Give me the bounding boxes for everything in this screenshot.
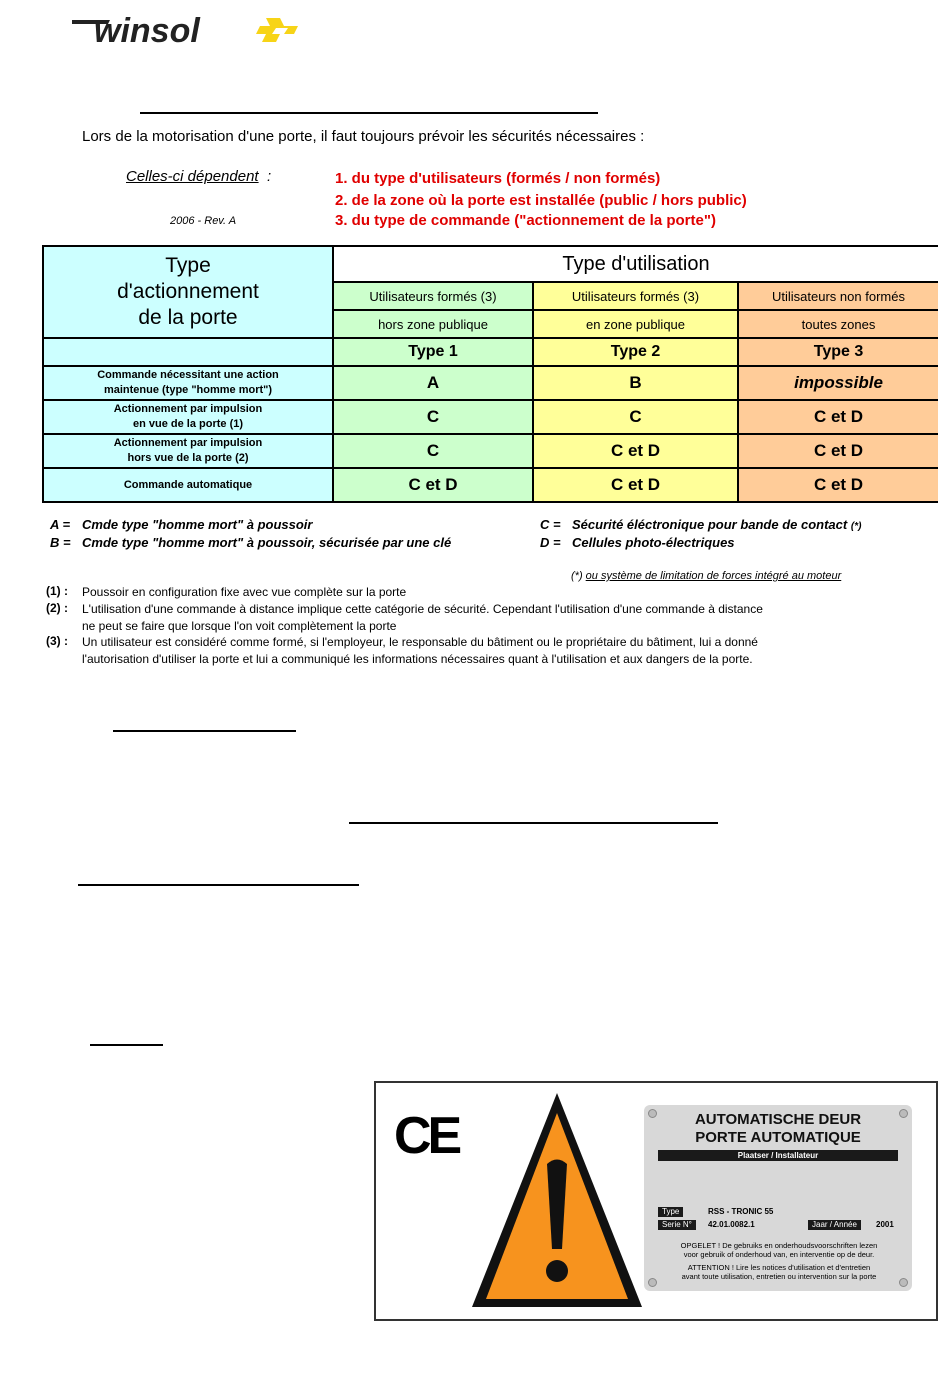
legend-c-key: C = xyxy=(540,517,561,532)
note-2 xyxy=(46,601,846,635)
row-3-type-1: C xyxy=(333,434,533,468)
legend-d-text: Cellules photo-électriques xyxy=(572,535,735,550)
row-2-type-3: C et D xyxy=(738,400,938,434)
corner-header-line-2: d'actionnement xyxy=(117,280,259,303)
section-rule-5 xyxy=(90,1044,163,1046)
row-4-label-line-1: Commande automatique xyxy=(123,478,253,491)
section-rule-3 xyxy=(349,822,718,824)
row-2-label-line-2: en vue de la porte (1) xyxy=(132,418,244,430)
section-rule-2 xyxy=(113,730,296,732)
legend-c-sup: (*) xyxy=(850,521,862,532)
row-2-type-1: C xyxy=(333,400,533,434)
depend-item-1: 1. du type d'utilisateurs (formés / non formés) xyxy=(335,170,661,187)
title-rule-1 xyxy=(140,112,598,114)
plate-warning-nl-1: OPGELET ! De gebruiks en onderhoudsvoorschriften lezen xyxy=(680,1241,878,1250)
logo-text: winsol xyxy=(94,12,200,50)
depend-label-text: Celles-ci dépendent xyxy=(126,168,259,185)
legend-a-key: A = xyxy=(50,517,71,532)
note-3-line-1: Un utilisateur est considéré comme formé, si l'employeur, le responsable du bâtiment ou le propriétaire du bâtiment, lui a donné xyxy=(82,635,758,649)
row-2-label xyxy=(43,400,333,434)
col-3-users: Utilisateurs non formés xyxy=(738,282,938,310)
plate-warning-fr-2: avant toute utilisation, entretien ou intervention sur la porte xyxy=(681,1272,877,1281)
corner-header-line-1: Type xyxy=(165,254,211,277)
row-4-type-1: C et D xyxy=(333,468,533,502)
ce-mark: CE xyxy=(394,1107,459,1165)
warning-plate xyxy=(374,1081,938,1321)
legend-b-key: B = xyxy=(50,535,71,550)
legend-d-key: D = xyxy=(540,535,561,550)
row-2-label-line-1: Actionnement par impulsion xyxy=(113,403,263,415)
usage-header: Type d'utilisation xyxy=(333,246,938,282)
plate-type-value: RSS - TRONIC 55 xyxy=(708,1207,774,1216)
note-2-line-1: L'utilisation d'une commande à distance implique cette catégorie de sécurité. Cependant l'utilisation d'une commande à distance xyxy=(82,602,763,616)
plate-title-fr: PORTE AUTOMATIQUE xyxy=(695,1129,861,1146)
revision-label: 2006 - Rev. A xyxy=(170,215,237,227)
depend-colon: : xyxy=(266,168,272,185)
row-3-type-2: C et D xyxy=(533,434,738,468)
depend-label xyxy=(126,168,271,185)
note-1-line-1: Poussoir en configuration fixe avec vue complète sur la porte xyxy=(82,585,407,599)
legend-d xyxy=(540,535,735,550)
row-1-label-line-1: Commande nécessitant une action xyxy=(97,369,279,381)
row-4-type-3: C et D xyxy=(738,468,938,502)
plate-serial-label: Serie N° xyxy=(658,1220,696,1230)
corner-header-line-3: de la porte xyxy=(138,306,238,329)
note-2-line-2: ne peut se faire que lorsque l'on voit complètement la porte xyxy=(82,619,397,633)
note-3-line-2: l'autorisation d'utiliser la porte et lui a communiqué les informations nécessaires quant à l'utilisation et aux dangers de la porte. xyxy=(82,652,753,666)
note-2-key: (2) : xyxy=(46,601,68,615)
corner-spacer xyxy=(43,338,333,366)
col-1-users: Utilisateurs formés (3) xyxy=(333,282,533,310)
corner-header xyxy=(43,246,333,338)
plate-warning-fr-1: ATTENTION ! Lire les notices d'utilisation et d'entretien xyxy=(687,1263,871,1272)
legend-c-text xyxy=(572,517,861,532)
depend-item-2: 2. de la zone où la porte est installée (public / hors public) xyxy=(335,192,747,209)
row-3-type-3: C et D xyxy=(738,434,938,468)
col-3-zone: toutes zones xyxy=(738,310,938,338)
logo-mark-icon xyxy=(256,18,298,42)
note-1-key: (1) : xyxy=(46,584,68,598)
door-info-label xyxy=(644,1105,912,1291)
intro-text: Lors de la motorisation d'une porte, il faut toujours prévoir les sécurités nécessaires : xyxy=(82,128,645,145)
note-3 xyxy=(46,634,846,668)
asterisk-note-key: (*) xyxy=(571,570,583,582)
row-4-label xyxy=(43,468,333,502)
safety-table xyxy=(42,245,938,503)
legend-c xyxy=(540,517,862,532)
winsol-logo xyxy=(70,8,310,52)
plate-type-label: Type xyxy=(658,1207,683,1217)
asterisk-note-text: ou système de limitation de forces intégré au moteur xyxy=(585,570,842,582)
plate-serial-value: 42.01.0082.1 xyxy=(708,1220,755,1229)
row-2-type-2: C xyxy=(533,400,738,434)
legend-a xyxy=(50,517,313,532)
depend-item-3: 3. du type de commande ("actionnement de la porte") xyxy=(335,212,716,229)
plate-title-nl: AUTOMATISCHE DEUR xyxy=(694,1111,862,1128)
warning-triangle-icon xyxy=(468,1089,646,1311)
legend-b xyxy=(50,535,452,550)
asterisk-note xyxy=(571,570,841,582)
legend-b-text: Cmde type "homme mort" à poussoir, sécurisée par une clé xyxy=(82,535,452,550)
col-2-users: Utilisateurs formés (3) xyxy=(533,282,738,310)
plate-year-label: Jaar / Année xyxy=(808,1220,861,1230)
plate-installer: Plaatser / Installateur xyxy=(658,1150,898,1161)
plate-warning-nl-2: voor gebruik of onderhoud van, en interventie op de deur. xyxy=(683,1250,875,1259)
plate-year-value: 2001 xyxy=(876,1220,894,1229)
col-3-type: Type 3 xyxy=(738,338,938,366)
row-4-type-2: C et D xyxy=(533,468,738,502)
row-3-label-line-1: Actionnement par impulsion xyxy=(113,437,263,449)
note-3-key: (3) : xyxy=(46,634,68,648)
row-3-label-line-2: hors vue de la porte (2) xyxy=(127,452,249,464)
col-1-type: Type 1 xyxy=(333,338,533,366)
section-rule-4 xyxy=(78,884,359,886)
legend-c-text-main: Sécurité éléctronique pour bande de contact xyxy=(572,517,848,532)
row-1-label-line-2: maintenue (type "homme mort") xyxy=(103,384,273,396)
row-1-type-3: impossible xyxy=(738,366,938,400)
row-1-type-1: A xyxy=(333,366,533,400)
col-2-type: Type 2 xyxy=(533,338,738,366)
col-1-zone: hors zone publique xyxy=(333,310,533,338)
row-1-label xyxy=(43,366,333,400)
row-3-label xyxy=(43,434,333,468)
row-1-type-2: B xyxy=(533,366,738,400)
legend-a-text: Cmde type "homme mort" à poussoir xyxy=(82,517,313,532)
col-2-zone: en zone publique xyxy=(533,310,738,338)
